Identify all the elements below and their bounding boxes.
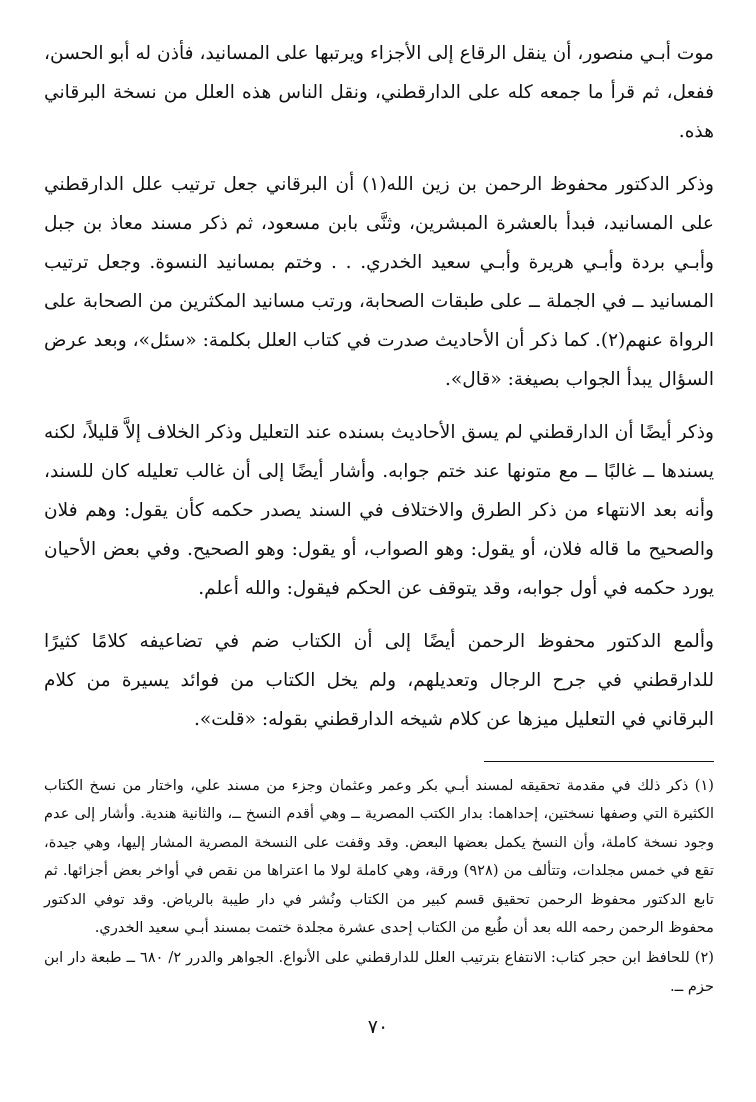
footnotes: [44, 772, 714, 1001]
paragraph-1: موت أبـي منصور، أن ينقل الرقاع إلى الأجزاء ويرتبها على المسانيد، فأذن له أبو الحسن، ففعل، ثم قرأ ما جمعه كله على الدارقطني، ونقل الناس هذه العلل من نسخة البرقاني هذه.: [44, 43, 714, 142]
page-content: [44, 34, 714, 1102]
main-text: [44, 34, 714, 739]
paragraph-2: وذكر الدكتور محفوظ الرحمن بن زين الله(١) أن البرقاني جعل ترتيب علل الدارقطني على المسانيد، فبدأ بالعشرة المبشرين، وثنَّى بابن مسعود، ثم ذكر مسند معاذ بن جبل وأبـي بردة وأبـي هريرة وأبـي سعيد الخدري. . . وختم بمسانيد النسوة. وجعل ترتيب المسانيد ــ في الجملة ــ على طبقات الصحابة، ورتب مسانيد المكثرين من الصحابة على الرواة عنهم(٢). كما ذكر أن الأحاديث صدرت في كتاب العلل بكلمة: «سئل»، وبعد عرض السؤال يبدأ الجواب بصيغة: «قال».: [44, 174, 715, 390]
footnote-1: (١) ذكر ذلك في مقدمة تحقيقه لمسند أبـي بكر وعمر وعثمان وجزء من مسند علي، واختار من نسخ الكتاب الكثيرة التي وصفها نسختين، إحداهما: بدار الكتب المصرية ــ وهي أقدم النسخ ــ، والثانية هندية. وأشار إلى عدم وجود نسخة كاملة، وأن النسخ يكمل بعضها البعض. وقد وقفت على النسخة المصرية المشار إليها، وهي جيدة، تقع في خمس مجلدات، وتتألف من (٩٢٨) ورقة، وهي كاملة لولا ما اعتراها من نقص في أواخر بعض أجزائها. ثم تابع الدكتور محفوظ الرحمن تحقيق قسم كبير من الكتاب ونُشر في دار طيبة بالرياض. وقد توفي الدكتور محفوظ الرحمن رحمه الله بعد أن طُبع من الكتاب إحدى عشرة مجلدة ختمت بمسند أبـي سعيد الخدري.: [44, 777, 714, 937]
paragraph-4: وألمع الدكتور محفوظ الرحمن أيضًا إلى أن الكتاب ضم في تضاعيفه كلامًا كثيرًا للدارقطني في جرح الرجال وتعديلهم، ولم يخل الكتاب من فوائد يسيرة من كلام البرقاني في التعليل ميزها عن كلام شيخه الدارقطني بقوله: «قلت».: [44, 631, 714, 730]
paragraph-3: وذكر أيضًا أن الدارقطني لم يسق الأحاديث بسنده عند التعليل وذكر الخلاف إلاَّ قليلاً، لكنه يسندها ــ غالبًا ــ مع متونها عند ختم جوابه. وأشار أيضًا إلى أن غالب تعليله كان للسند، وأنه بعد الانتهاء من ذكر الطرق والاختلاف في السند يصدر حكمه كأن يقول: وهم فلان والصحيح ما قاله فلان، أو يقول: وهو الصواب، أو يقول: وهو الصحيح. وفي بعض الأحيان يورد حكمه في أول جوابه، وقد يتوقف عن الحكم فيقول: والله أعلم.: [44, 422, 714, 599]
page-number: ٧٠: [367, 1016, 389, 1038]
footnote-separator: [484, 761, 714, 762]
footnote-2: (٢) للحافظ ابن حجر كتاب: الانتفاع بترتيب العلل للدارقطني على الأنواع. الجواهر والدرر ٢/ ٦٨٠ ــ طبعة دار ابن حزم ــ.: [44, 949, 714, 995]
